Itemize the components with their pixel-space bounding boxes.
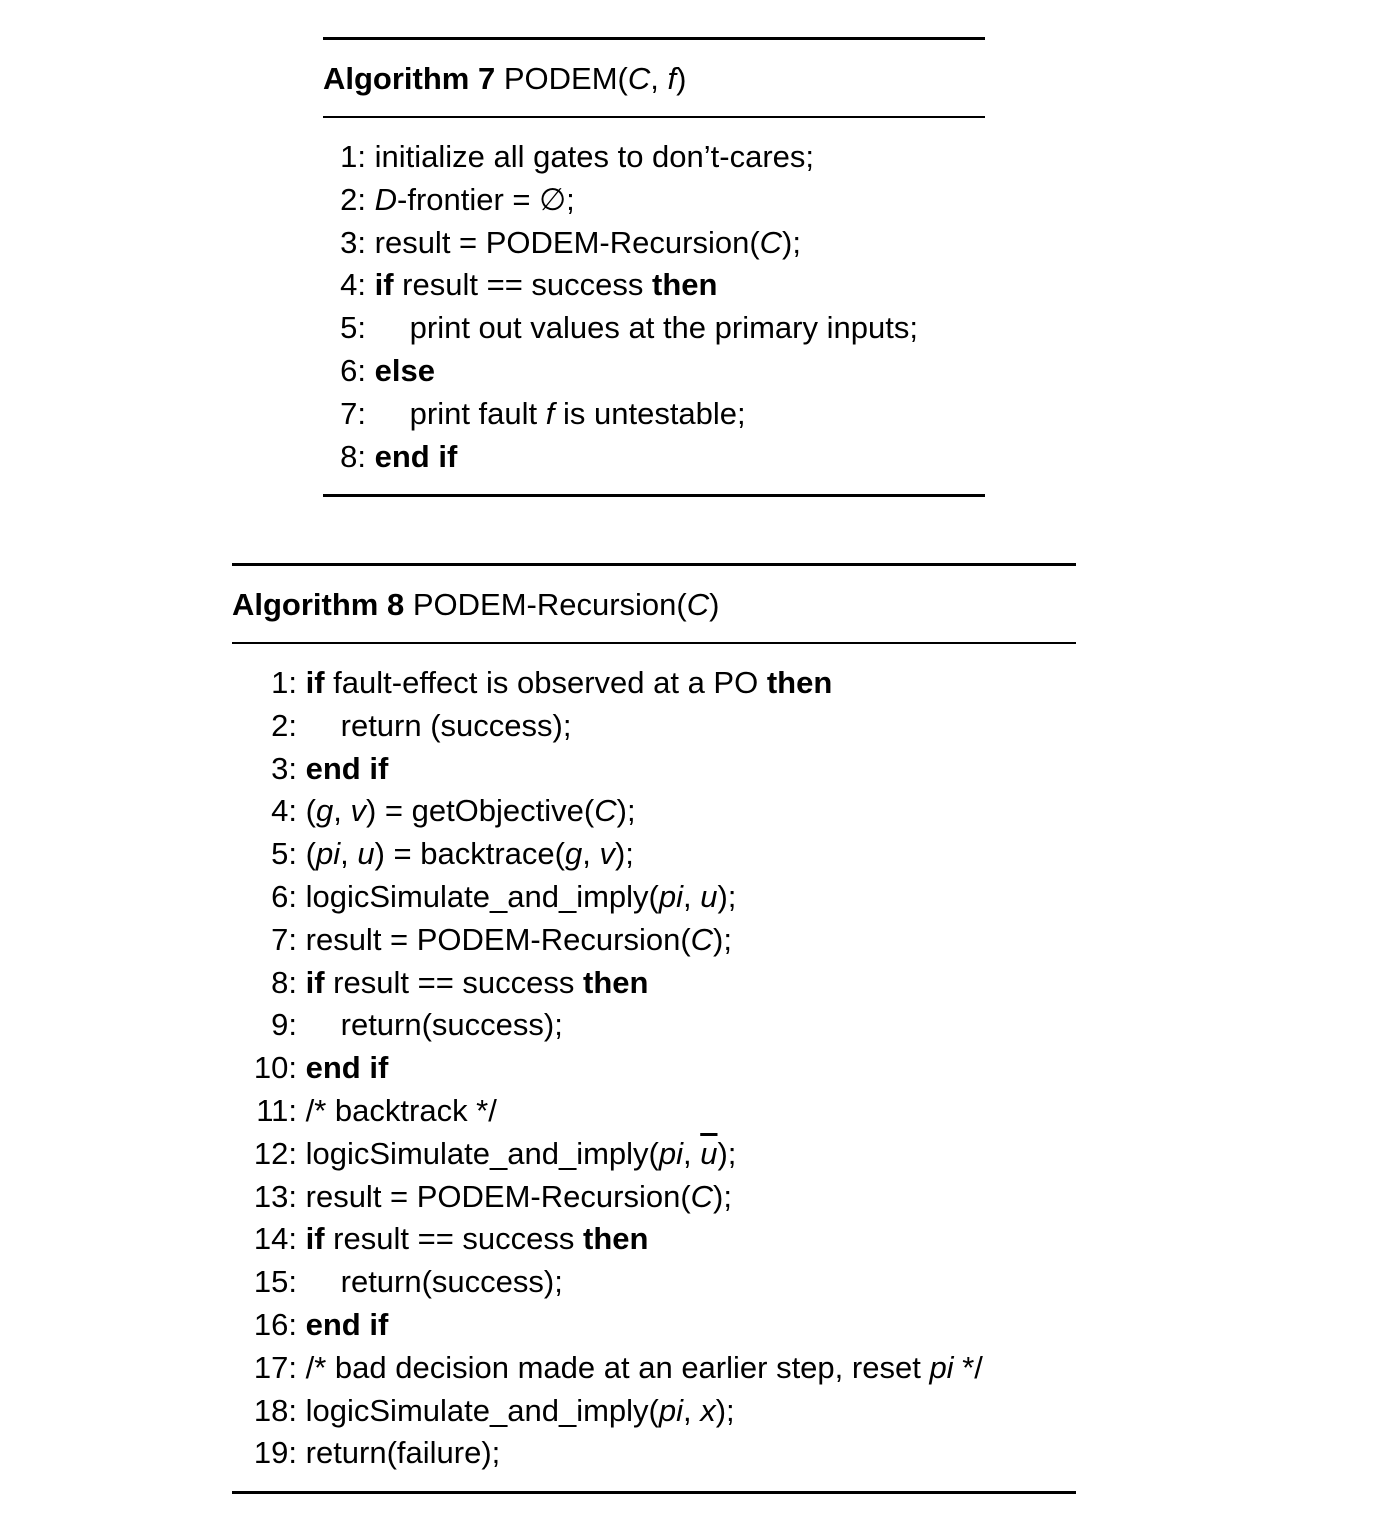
line-segment: end if [305,1050,389,1086]
line-segment: ); [713,921,732,957]
title-segment: PODEM-Recursion( [404,587,687,622]
line-segment: return(success); [340,1264,563,1300]
line-segment: D [374,181,398,217]
bottom-rule [323,494,985,497]
algorithm-line [232,919,1076,962]
line-number: 11: [256,1092,297,1128]
title-segment: C [686,587,710,622]
line-segment: logicSimulate_and_imply( [305,1135,659,1171]
title-segment: f [667,61,677,96]
line-segment: g [315,793,334,829]
line-segment: pi [658,1135,683,1171]
algorithm-label: Algorithm 8 [232,587,405,622]
algorithm-body [323,118,985,494]
algorithm-line [232,748,1076,791]
line-segment: if [305,665,325,700]
line-segment: print fault [409,395,546,431]
algorithm-caption [232,566,1076,642]
line-segment: then [583,964,649,1000]
algorithm-line [232,1261,1076,1304]
algorithm-line [232,833,1076,876]
algorithm-line [323,222,985,265]
line-text [306,790,636,833]
line-number: 17: [253,1349,297,1385]
line-number: 18: [253,1392,297,1428]
algorithm-line [323,307,985,350]
line-segment: ); [614,836,634,872]
line-segment: */ [953,1349,983,1385]
line-text [375,264,718,307]
line-segment: , [340,836,358,872]
algorithm-line [232,790,1076,833]
algorithm-body [232,644,1076,1491]
line-segment: pi [929,1349,954,1385]
algorithm-line [232,1090,1076,1133]
line-segment: return (success); [340,707,572,743]
line-text [306,1004,563,1047]
line-segment: C [690,921,714,957]
line-segment: u [357,836,375,872]
line-number: 13: [253,1178,297,1214]
algorithm-line [232,662,1076,705]
line-text [375,136,814,179]
line-segment: C [594,793,617,829]
line-text [375,179,575,222]
line-number: 2: [271,707,297,743]
bottom-rule [232,1491,1076,1494]
line-text [306,919,732,962]
line-segment: result = PODEM-Recursion( [305,921,691,957]
line-segment: , [582,836,600,872]
line-number: 7: [340,395,366,431]
line-text [306,876,737,919]
line-segment: C [690,1178,714,1214]
line-segment: ( [305,836,316,872]
line-segment: pi [658,878,683,914]
algorithm-line [232,1176,1076,1219]
line-segment: x [700,1392,716,1428]
line-number: 9: [271,1007,297,1043]
algorithm-line [323,436,985,479]
algorithm-line [232,1218,1076,1261]
line-number: 19: [253,1435,297,1471]
line-text [375,393,746,436]
line-segment: ( [305,793,316,829]
line-segment: pi [315,836,341,872]
line-segment: else [374,352,435,388]
line-segment: f [545,395,555,431]
line-number: 6: [271,878,297,914]
line-segment: ); [715,1392,735,1428]
line-segment: result == success [324,1221,584,1257]
line-segment: end if [305,1306,389,1342]
algorithm-line [323,136,985,179]
line-segment: , [683,1392,701,1428]
line-segment: , [333,793,351,829]
line-segment: ); [717,1135,737,1171]
algorithm-line [323,264,985,307]
line-segment: print out values at the primary inputs; [409,310,918,346]
line-segment: v [599,836,615,872]
algorithm-line [232,1432,1076,1475]
line-segment: result = PODEM-Recursion( [305,1178,691,1214]
algorithm-label: Algorithm 7 [323,61,496,96]
algorithm-line [323,393,985,436]
line-number: 14: [253,1221,297,1257]
line-text [306,1261,563,1304]
line-number: 3: [340,224,366,260]
line-text [306,705,572,748]
line-segment: C [759,224,783,260]
line-segment: if [305,1221,325,1257]
algorithm-line [232,962,1076,1005]
line-segment: result = PODEM-Recursion( [374,224,760,260]
line-number: 3: [271,750,297,786]
line-number: 5: [271,836,297,872]
title-segment: ) [676,61,687,96]
algorithm-line [232,1047,1076,1090]
line-number: 8: [340,438,366,474]
line-text [306,662,833,705]
algorithm-line [232,1390,1076,1433]
line-number: 4: [271,793,297,829]
line-segment: -frontier = ∅; [397,181,575,217]
line-segment: v [350,793,366,829]
line-segment: fault-effect is observed at a PO [324,665,767,700]
title-segment: PODEM( [495,61,628,96]
line-segment: u [700,878,718,914]
algorithm-line [323,179,985,222]
line-segment: , [683,1135,701,1171]
line-text [306,962,649,1005]
line-text [306,1432,501,1475]
line-segment: return(failure); [305,1435,501,1471]
line-text [306,833,634,876]
line-segment: ); [616,793,636,829]
algorithm-line [232,1347,1076,1390]
line-text [306,1218,649,1261]
algorithm-7-box [323,37,985,497]
line-segment: ); [717,878,737,914]
line-number: 2: [340,181,366,217]
line-segment: end if [374,438,458,474]
line-segment: if [305,964,325,1000]
algorithm-line [232,1304,1076,1347]
line-segment: $\overline{u}$ [700,1135,718,1171]
line-number: 12: [253,1135,297,1171]
line-number: 15: [253,1264,297,1300]
algorithm-line [232,1004,1076,1047]
line-segment: ); [713,1178,732,1214]
line-segment: /* bad decision made at an earlier step, reset [305,1349,930,1385]
line-text [375,436,458,479]
line-segment: pi [658,1392,683,1428]
line-segment: then [766,665,833,700]
line-segment: if [374,267,394,303]
line-number: 4: [340,267,366,303]
line-text [306,1347,983,1390]
line-text [375,222,801,265]
line-segment: is untestable; [554,395,746,431]
line-number: 8: [271,964,297,1000]
line-segment: ) = backtrace( [374,836,565,872]
algorithm-caption [323,40,985,116]
algorithm-line [323,350,985,393]
line-number: 10: [253,1050,297,1086]
title-segment: ) [709,587,720,622]
line-text [306,1176,732,1219]
line-segment: then [652,267,718,303]
line-text [306,748,389,791]
line-number: 5: [340,310,366,346]
line-number: 1: [340,139,366,174]
algorithm-line [232,876,1076,919]
line-segment: initialize all gates to don’t-cares; [374,139,815,174]
title-segment: , [650,61,668,96]
line-number: 16: [253,1306,297,1342]
title-segment: C [627,61,651,96]
line-segment: ) = getObjective( [365,793,595,829]
algorithm-line [232,705,1076,748]
line-text [306,1390,735,1433]
line-text [306,1090,497,1133]
algorithm-line [232,1133,1076,1176]
line-segment: end if [305,750,389,786]
line-text [306,1047,389,1090]
line-text [375,307,918,350]
line-segment: ); [782,224,801,260]
line-text [306,1133,737,1176]
line-number: 7: [271,921,297,957]
algorithm-8-box [232,563,1076,1494]
line-segment: return(success); [340,1007,563,1043]
line-segment: result == success [393,267,653,303]
line-segment: then [583,1221,649,1257]
line-text [375,350,435,393]
line-text [306,1304,389,1347]
line-segment: result == success [324,964,584,1000]
line-segment: , [683,878,701,914]
line-segment: logicSimulate_and_imply( [305,878,659,914]
line-number: 1: [271,665,297,700]
line-segment: g [564,836,583,872]
line-segment: logicSimulate_and_imply( [305,1392,659,1428]
line-segment: /* backtrack */ [305,1092,497,1128]
line-number: 6: [340,352,366,388]
